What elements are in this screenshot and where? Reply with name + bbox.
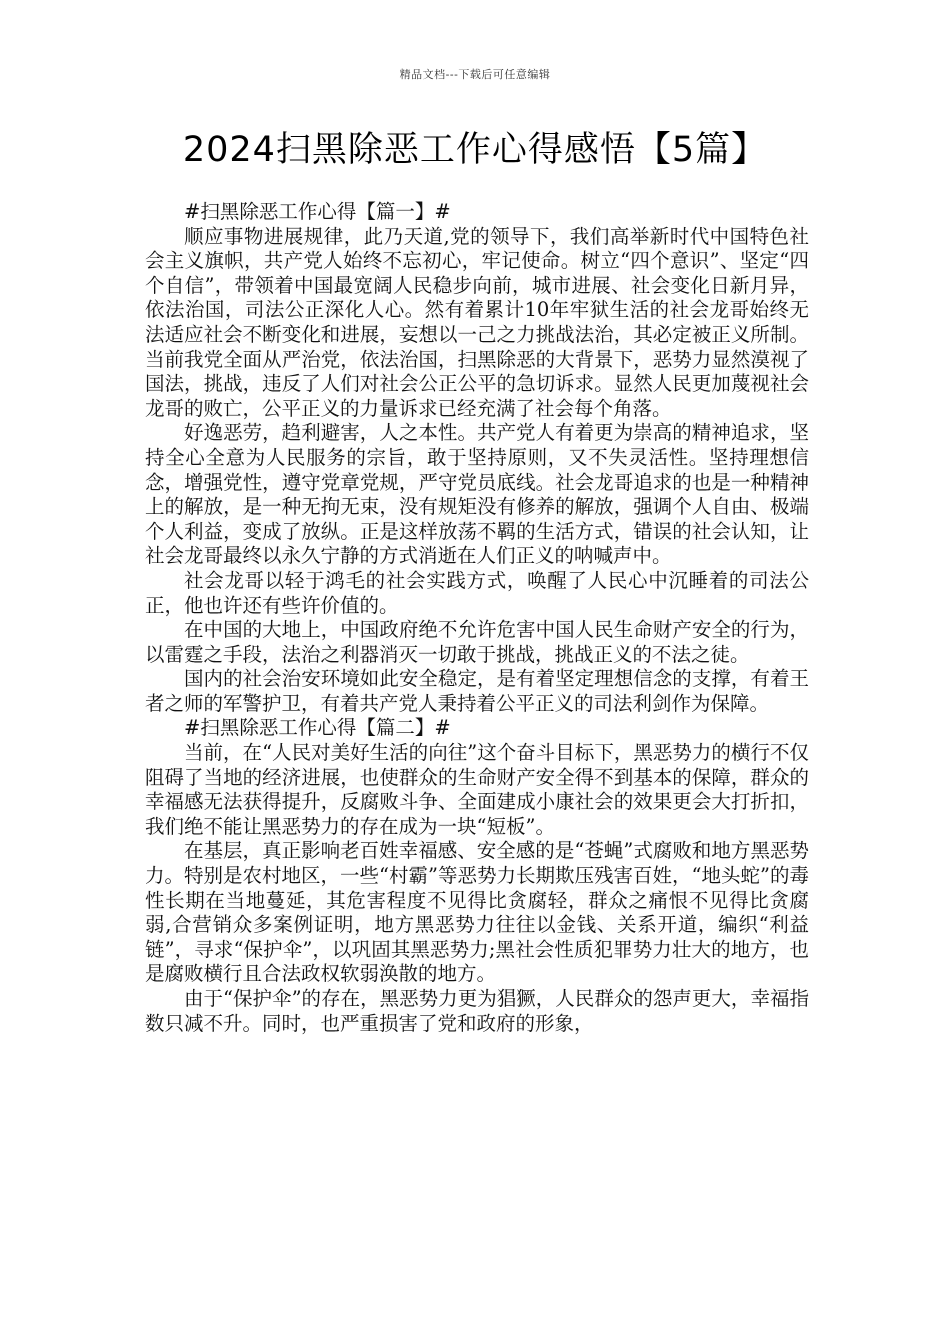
paragraph: 顺应事物进展规律，此乃天道,党的领导下，我们高举新时代中国特色社会主义旗帜，共产党人始终不忘初心，牢记使命。树立“四个意识”、坚定“四个自信”，带领着中国最宽阔人民稳步向前，城市进展、社会变化日新月异，依法治国，司法公正深化人心。然有着累计10年牢狱生活的社会龙哥始终无法适应社会不断变化和进展，妄想以一己之力挑战法治，其必定被正义所制。当前我党全面从严治党，依法治国，扫黑除恶的大背景下，恶势力显然漠视了国法，挑战，违反了人们对社会公正公平的急切诉求。显然人民更加蔑视社会龙哥的败亡，公平正义的力量诉求已经充满了社会每个角落。	[145, 224, 809, 420]
section-heading: #扫黑除恶工作心得【篇一】#	[184, 200, 451, 223]
document-body	[145, 200, 809, 1036]
paragraph: 在中国的大地上，中国政府绝不允许危害中国人民生命财产安全的行为，以雷霆之手段，法治之利器消灭一切敢于挑战，挑战正义的不法之徒。	[145, 618, 809, 666]
header-note: 精品文档---下载后可任意编辑	[399, 68, 551, 81]
paragraph: 好逸恶劳，趋利避害，人之本性。共产党人有着更为崇高的精神追求，坚持全心全意为人民服务的宗旨，敢于坚持原则，又不失灵活性。坚持理想信念，增强党性，遵守党章党规，严守党员底线。社会龙哥追求的也是一种精神上的解放，是一种无拘无束，没有规矩没有修养的解放，强调个人自由、极端个人利益，变成了放纵。正是这样放荡不羁的生活方式，错误的社会认知，让社会龙哥最终以永久宁静的方式消逝在人们正义的呐喊声中。	[145, 421, 809, 568]
paragraph: 由于“保护伞”的存在，黑恶势力更为猖獗，人民群众的怨声更大，幸福指数只减不升。同时，也严重损害了党和政府的形象，	[145, 987, 809, 1035]
paragraph: 当前，在“人民对美好生活的向往”这个奋斗目标下，黑恶势力的横行不仅阻碍了当地的经济进展，也使群众的生命财产安全得不到基本的保障，群众的幸福感无法获得提升，反腐败斗争、全面建成小康社会的效果更会大打折扣，我们绝不能让黑恶势力的存在成为一块“短板”。	[145, 741, 809, 838]
document-title: 2024扫黑除恶工作心得感悟【5篇】	[182, 130, 768, 170]
paragraph: 在基层，真正影响老百姓幸福感、安全感的是“苍蝇”式腐败和地方黑恶势力。特别是农村地区，一些“村霸”等恶势力长期欺压残害百姓，“地头蛇”的毒性长期在当地蔓延，其危害程度不见得比贪腐轻，群众之痛恨不见得比贪腐弱,合营销众多案例证明，地方黑恶势力往往以金钱、关系开道，编织“利益链”，寻求“保护伞”，以巩固其黑恶势力;黑社会性质犯罪势力壮大的地方，也是腐败横行且合法政权软弱涣散的地方。	[145, 839, 809, 986]
paragraph: 社会龙哥以轻于鸿毛的社会实践方式，唤醒了人民心中沉睡着的司法公正，他也许还有些许价值的。	[145, 568, 809, 617]
paragraph: 国内的社会治安环境如此安全稳定，是有着坚定理想信念的支撑，有着王者之师的军警护卫，有着共产党人秉持着公平正义的司法利剑作为保障。	[145, 667, 809, 715]
section-heading: #扫黑除恶工作心得【篇二】#	[184, 716, 451, 740]
